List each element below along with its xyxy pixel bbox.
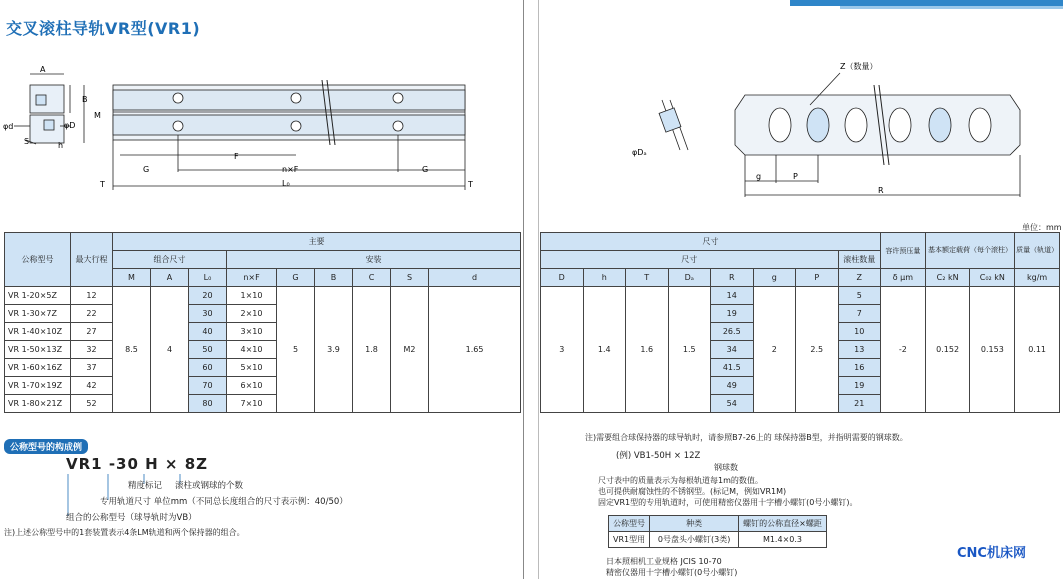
hdr-install: 安装	[227, 251, 521, 269]
dim-T-left: T	[100, 180, 105, 189]
hdr-dims-sub: 尺寸	[541, 251, 839, 269]
col-g: g	[753, 269, 796, 287]
col-B: B	[315, 269, 353, 287]
screw-hdr-model: 公称型号	[609, 516, 650, 532]
col-R: R	[711, 269, 754, 287]
screw-table	[608, 515, 827, 548]
note-standard-2: 精密仪器用十字槽小螺钉(0号小螺钉)	[606, 568, 738, 577]
model-desc-accuracy: 精度标记	[128, 481, 163, 491]
table-row: VR 1-40×10Z 27 40 3×10	[5, 323, 521, 341]
dim-S: S	[24, 137, 30, 146]
col-C: C	[353, 269, 391, 287]
dim-Z: Z（数量）	[840, 62, 878, 71]
col-nF: n×F	[227, 269, 277, 287]
dim-G-right: G	[422, 165, 429, 174]
dim-g: g	[756, 172, 762, 181]
col-D: D	[541, 269, 584, 287]
note-example: (例) VB1-50H × 12Z	[616, 451, 701, 461]
col-A: A	[151, 269, 189, 287]
col-M: M	[113, 269, 151, 287]
spec-table-right	[540, 232, 1060, 413]
col-P: P	[796, 269, 839, 287]
screw-hdr-type: 种类	[650, 516, 739, 532]
col-Da: Dₐ	[668, 269, 711, 287]
hdr-combo: 组合尺寸	[113, 251, 227, 269]
dim-R: R	[878, 186, 884, 195]
dim-nF: n×F	[282, 165, 299, 174]
page-spine-right	[538, 0, 539, 579]
note-fixing: 固定VR1型的专用轨道时，可使用精密仪器用十字槽小螺钉(0号小螺钉)。	[598, 498, 858, 507]
screw-hdr-size: 螺钉的公称直径×螺距	[739, 516, 827, 532]
spec-table-left	[4, 232, 521, 413]
dim-M: M	[94, 111, 101, 120]
hdr-main: 主要	[113, 233, 521, 251]
model-desc-combo: 组合的公称型号（球导轨时为VB）	[66, 513, 197, 523]
col-L0: L₀	[189, 269, 227, 287]
note-stainless: 也可提供耐腐蚀性的不锈钢型。(标记M，例如VR1M)	[598, 487, 787, 496]
col-d: d	[429, 269, 521, 287]
col-G: G	[277, 269, 315, 287]
table-row: VR 1-20×5Z 12 8.5 4 20 1×10 5 3.9 1.8 M2 1.65	[5, 287, 521, 305]
col-S: S	[391, 269, 429, 287]
hdr-model: 公称型号	[5, 233, 71, 287]
table-row: 34 13	[541, 341, 1060, 359]
table-row: 54 21	[541, 395, 1060, 413]
table-row: 19 7	[541, 305, 1060, 323]
watermark: CNC机床网	[957, 546, 1026, 561]
table-row: 26.5 10	[541, 323, 1060, 341]
col-C02-unit: C₀₂ kN	[970, 269, 1015, 287]
rail-side-diagram	[0, 60, 520, 195]
col-C2-unit: C₂ kN	[925, 269, 970, 287]
table-row: VR 1-60×16Z 37 60 5×10	[5, 359, 521, 377]
top-accent-bar-light	[840, 6, 1063, 9]
model-note: 注)上述公称型号中的1套装置表示4条LM轨道和两个保持器的组合。	[4, 528, 245, 537]
hdr-roller-count: 滚柱数量	[838, 251, 881, 269]
table-row: VR 1-70×19Z 42 70 6×10	[5, 377, 521, 395]
model-section-badge: 公称型号的构成例	[4, 439, 88, 454]
col-delta-unit: δ μm	[881, 269, 926, 287]
table-row: VR1型用 0号盘头小螺钉(3类) M1.4×0.3	[609, 532, 827, 548]
dim-F: F	[234, 152, 239, 161]
col-T: T	[626, 269, 669, 287]
dim-B: B	[82, 95, 88, 104]
hdr-mass: 质量（轨道）	[1015, 233, 1060, 269]
model-desc-count: 滚柱或钢球的个数	[175, 481, 244, 491]
model-desc-length: 专用轨道尺寸 单位mm（不同总长度组合的尺寸表示例：40/50）	[100, 497, 348, 507]
dim-h: h	[58, 141, 64, 150]
dim-P: P	[793, 172, 798, 181]
hdr-dims: 尺寸	[541, 233, 881, 251]
hdr-load: 基本额定载荷（每个滚柱）	[925, 233, 1014, 269]
dim-D: φD	[64, 121, 76, 130]
model-example: VR1 -30 H × 8Z	[66, 455, 209, 473]
col-h: h	[583, 269, 626, 287]
dim-Da: φDₐ	[632, 148, 647, 157]
table-row: 3 1.4 1.6 1.5 14 2 2.5 5 -2 0.152 0.153 0.11	[541, 287, 1060, 305]
dim-L0: L₀	[282, 179, 290, 188]
dim-d: φd	[3, 122, 14, 131]
dim-T-right: T	[468, 180, 473, 189]
col-Z: Z	[838, 269, 881, 287]
note-mass: 尺寸表中的质量表示为每根轨道每1m的数值。	[598, 476, 763, 485]
hdr-stroke: 最大行程	[71, 233, 113, 287]
col-mass-unit: kg/m	[1015, 269, 1060, 287]
table-row: VR 1-50×13Z 32 50 4×10	[5, 341, 521, 359]
cage-diagram	[600, 55, 1040, 205]
unit-label: 单位：mm	[1022, 223, 1062, 232]
note-ball-cage: 注)需要组合球保持器的球导轨时，请参照B7-26上的 球保持器B型，并指明需要的钢球数。	[585, 433, 908, 442]
hdr-preload: 容许预压量	[881, 233, 926, 269]
cross-section-drawing	[14, 74, 84, 144]
dim-A: A	[40, 65, 46, 74]
note-ball-count: 钢球数	[714, 463, 738, 472]
table-row: 49 19	[541, 377, 1060, 395]
page-title: 交叉滚柱导轨VR型(VR1)	[6, 19, 201, 38]
page-spine	[523, 0, 524, 579]
table-row: 41.5 16	[541, 359, 1060, 377]
table-row: VR 1-80×21Z 52 80 7×10	[5, 395, 521, 413]
table-row: VR 1-30×7Z 22 30 2×10	[5, 305, 521, 323]
note-standard-1: 日本照相机工业规格 JCIS 10-70	[606, 557, 722, 566]
dim-G-left: G	[143, 165, 150, 174]
